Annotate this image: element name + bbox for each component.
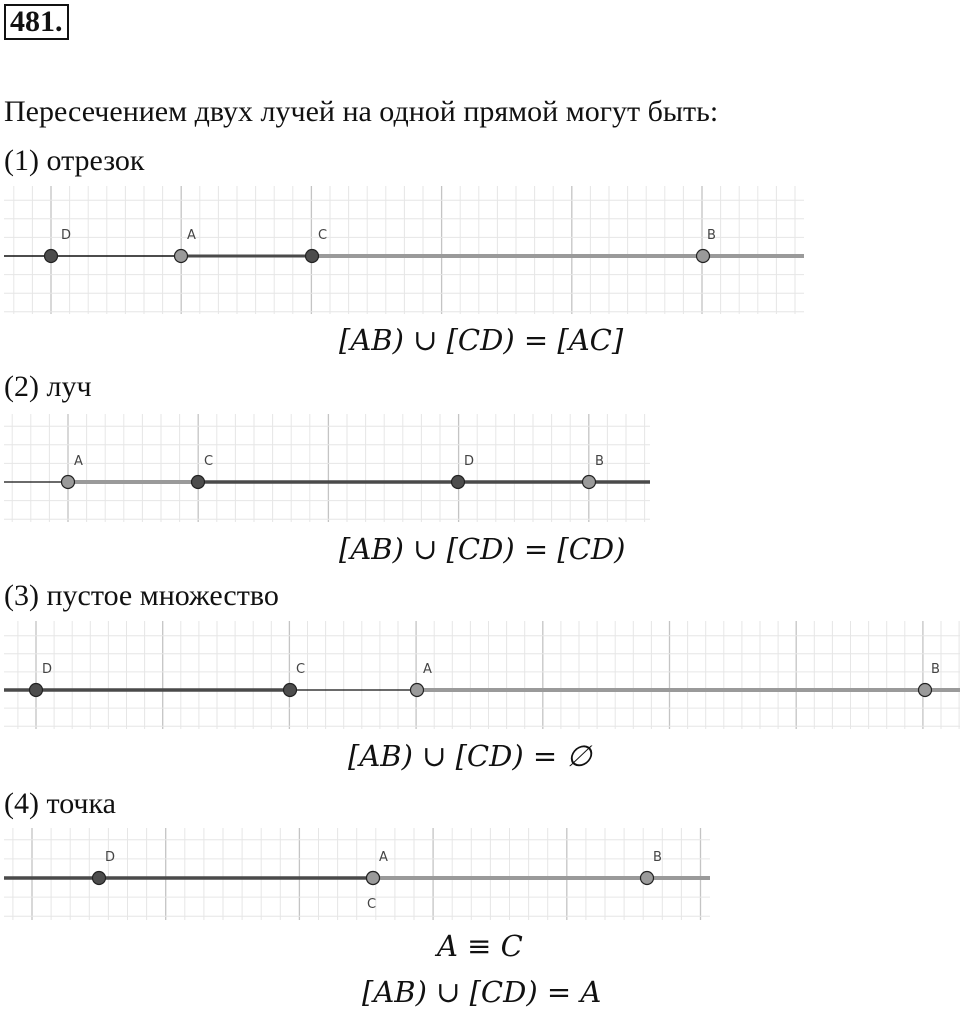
case-1-title: (1) отрезок	[4, 144, 145, 177]
case-1-formula: [AB) ∪ [CD) = [AC]	[339, 323, 624, 357]
problem-statement: Пересечением двух лучей на одной прямой могут быть:	[4, 95, 719, 128]
point-b-label: B	[707, 228, 716, 243]
case-4-formula: [AB) ∪ [CD) = A	[362, 975, 602, 1009]
case-4-title: (4) точка	[4, 787, 116, 820]
point-a-label: A	[379, 850, 388, 865]
point-c-label: C	[204, 454, 214, 469]
point-b	[641, 872, 654, 885]
point-b-label: B	[931, 662, 940, 677]
point-d	[93, 872, 106, 885]
point-a	[175, 250, 188, 263]
case-2-title: (2) луч	[4, 370, 92, 403]
point-d	[30, 684, 43, 697]
point-a-label: A	[74, 454, 83, 469]
point-c	[284, 684, 297, 697]
point-b	[697, 250, 710, 263]
case-4-diagram	[4, 828, 710, 920]
point-c-label: C	[318, 228, 328, 243]
case-2-diagram	[4, 414, 650, 522]
point-b	[583, 476, 596, 489]
point-c-label: C	[367, 897, 377, 912]
case-3-title: (3) пустое множество	[4, 579, 279, 612]
point-d	[45, 250, 58, 263]
point-d-label: D	[105, 850, 116, 865]
point-d-label: D	[61, 228, 72, 243]
point-d-label: D	[42, 662, 53, 677]
case-2-formula: [AB) ∪ [CD) = [CD)	[339, 532, 626, 566]
point-c-label: C	[296, 662, 306, 677]
case-1-diagram	[4, 186, 804, 314]
point-a-label: A	[423, 662, 432, 677]
point-c	[367, 872, 380, 885]
point-d-label: D	[464, 454, 475, 469]
point-b-label: B	[595, 454, 604, 469]
problem-number: 481.	[4, 4, 69, 40]
point-a	[411, 684, 424, 697]
point-a	[62, 476, 75, 489]
point-c	[306, 250, 319, 263]
point-a-label: A	[187, 228, 196, 243]
case-4-coincidence: A ≡ C	[437, 929, 523, 963]
case-3-formula: [AB) ∪ [CD) = ∅	[348, 739, 592, 773]
point-c	[192, 476, 205, 489]
point-b-label: B	[653, 850, 662, 865]
point-b	[919, 684, 932, 697]
case-3-diagram	[4, 621, 960, 729]
point-d	[452, 476, 465, 489]
